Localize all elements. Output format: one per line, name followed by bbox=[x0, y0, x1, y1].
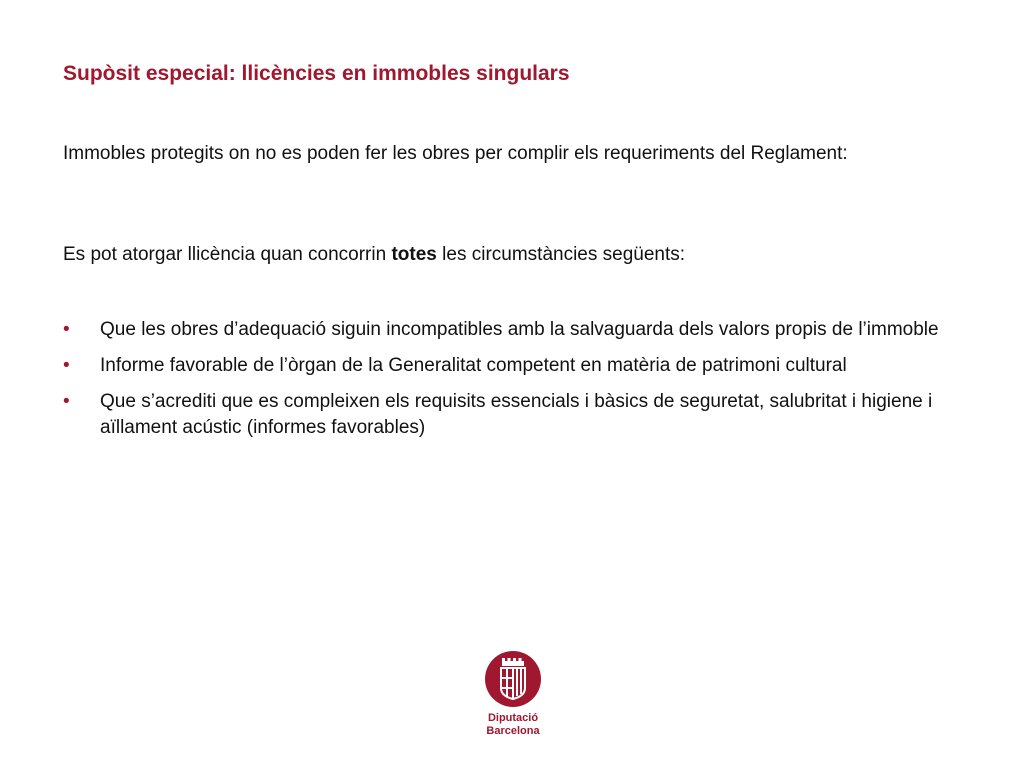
condition-text-end: les circumstàncies següents: bbox=[436, 244, 686, 265]
bullet-marker: • bbox=[63, 391, 70, 412]
list-item bbox=[63, 353, 943, 379]
condition-paragraph bbox=[63, 242, 980, 268]
intro-paragraph: Immobles protegits on no es poden fer les obres per complir els requeriments del Reglament: bbox=[63, 143, 848, 164]
diputacio-barcelona-logo bbox=[478, 650, 548, 738]
logo-text-line1: Diputació bbox=[487, 712, 539, 724]
requirements-list bbox=[63, 317, 943, 451]
condition-emphasis: totes bbox=[391, 244, 437, 265]
list-item bbox=[63, 389, 943, 441]
list-item-text: Que les obres d’adequació siguin incompatibles amb la salvaguarda dels valors propis de l’immoble bbox=[100, 319, 939, 340]
bullet-marker: • bbox=[63, 319, 70, 340]
list-item-text: Que s’acrediti que es compleixen els requisits essencials i bàsics de seguretat, salubritat i higiene i aïllament acústic (informes favorables) bbox=[100, 391, 933, 438]
list-item bbox=[63, 317, 943, 343]
bullet-marker: • bbox=[63, 355, 70, 376]
list-item-text: Informe favorable de l’òrgan de la Generalitat competent en matèria de patrimoni cultural bbox=[100, 355, 847, 376]
logo-wordmark bbox=[478, 712, 548, 738]
slide-title: Supòsit especial: llicències en immobles singulars bbox=[63, 62, 570, 85]
logo-text-line2: Barcelona bbox=[486, 725, 540, 737]
emblem-icon bbox=[484, 650, 542, 708]
condition-text-start: Es pot atorgar llicència quan concorrin bbox=[63, 244, 392, 265]
